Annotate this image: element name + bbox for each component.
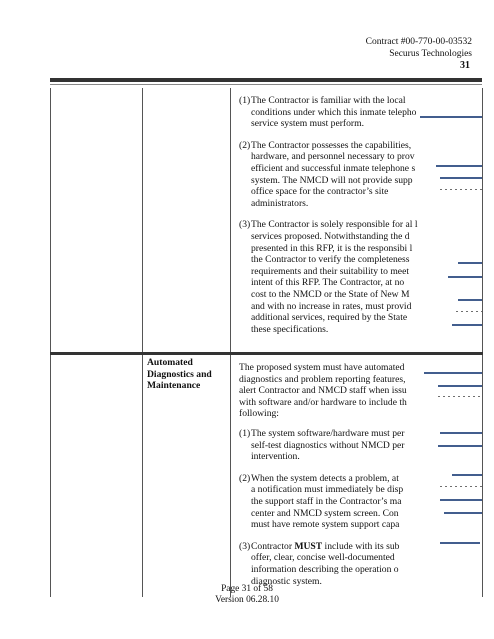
text-line: following: [239, 408, 279, 420]
text-line: cost to the NMCD or the State of New M [251, 288, 410, 300]
item-number: (2) [239, 139, 251, 151]
text-line: intent of this RFP. The Contractor, at no [251, 277, 405, 289]
item-text [239, 473, 476, 531]
contract-number: Contract #00-770-00-03532 [365, 37, 472, 47]
scan-mark [420, 116, 482, 118]
scan-mark [440, 189, 482, 190]
page-footer [0, 584, 494, 606]
text-line: center and NMCD system screen. Con [251, 507, 399, 519]
text-line: The Contractor possesses the capabilities, [251, 139, 412, 151]
text-line: The Contractor is solely responsible for al l [251, 219, 418, 231]
scan-mark [424, 372, 482, 374]
text-line: conditions under which this inmate telepho [251, 106, 417, 118]
text-line: alert Contractor and NMCD staff when issu [239, 385, 407, 397]
text-line: offer, clear, concise well-documented [251, 552, 395, 564]
text-line: the support staff in the Contractor’s ma [251, 495, 402, 507]
text-line: services proposed. Notwithstanding the d [251, 230, 410, 242]
item-text [239, 95, 476, 130]
text-line: additional services, required by the State [251, 312, 408, 324]
item-number: (3) [239, 540, 251, 552]
header-rule-thin [50, 84, 482, 85]
text-line: The Contractor is familiar with the local [251, 95, 406, 106]
requirements-cell [231, 88, 483, 354]
item-number: (3) [239, 219, 251, 231]
list-item [239, 95, 476, 130]
text-line: requirements and their suitability to meet [251, 265, 409, 277]
text-line: administrators. [251, 197, 309, 209]
page-header [366, 36, 472, 72]
text-line: presented in this RFP, it is the responsibi l [251, 242, 413, 254]
section-label [143, 355, 230, 392]
header-rule [50, 78, 482, 82]
table-row [51, 354, 483, 598]
list-item [239, 541, 476, 587]
list-item [239, 473, 476, 531]
text-line: information describing the operation o [251, 563, 399, 575]
empty-cell [51, 88, 143, 354]
item-text [239, 140, 476, 210]
label-line: Automated [147, 357, 193, 368]
scan-mark [440, 542, 480, 544]
text-line: hardware, and personnel necessary to prov [251, 151, 415, 163]
text-line: diagnostics and problem reporting features, [239, 373, 406, 385]
scan-mark [438, 396, 482, 397]
label-line: Diagnostics and [147, 368, 212, 380]
list-item [239, 219, 476, 335]
text-line: system. The NMCD will not provide supp [251, 174, 413, 186]
scan-mark [458, 299, 482, 301]
item-text [239, 219, 476, 335]
scan-mark [438, 385, 482, 387]
table-row [51, 88, 483, 354]
item-number: (2) [239, 472, 251, 484]
text-line: self-test diagnostics without NMCD per [251, 439, 405, 451]
label-line: Maintenance [147, 380, 201, 392]
footer-page: Page 31 of 58 [221, 584, 273, 594]
text-line: intervention. [251, 451, 300, 463]
text-line: with software and/or hardware to include th [239, 396, 407, 408]
scan-mark [456, 311, 482, 312]
text-line: must have remote system support capa [251, 519, 400, 531]
text-line: When the system detects a problem, at [251, 472, 399, 484]
text-line: efficient and successful inmate telephone s [251, 162, 416, 174]
empty-label-cell [143, 88, 231, 354]
text-line: Contractor MUST include with its sub [251, 540, 400, 552]
text-line: diagnostic system. [251, 575, 322, 587]
footer-version: Version 06.28.10 [215, 595, 279, 605]
scan-mark [440, 499, 482, 501]
scan-mark [438, 445, 482, 447]
list-item [239, 140, 476, 210]
scan-mark [440, 432, 482, 434]
intro-paragraph [239, 362, 476, 420]
scan-mark [436, 165, 482, 167]
text-line: office space for the contractor’s site [251, 186, 389, 198]
company-name: Securus Technologies [389, 49, 472, 59]
text-line: service system must perform. [251, 118, 364, 130]
scan-mark [440, 177, 482, 179]
item-number: (1) [239, 427, 251, 439]
scan-mark [440, 486, 482, 487]
item-text [239, 541, 476, 587]
text-line: The proposed system must have automated [239, 362, 405, 373]
text-line: The system software/hardware must per [251, 427, 405, 439]
requirements-cell [231, 354, 483, 598]
header-page-number: 31 [460, 60, 470, 71]
text-line: these specifications. [251, 323, 329, 335]
scan-mark [458, 262, 482, 264]
text-line: a notification must immediately be disp [251, 484, 404, 496]
emphasis-must: MUST [294, 540, 323, 552]
scan-mark [448, 276, 482, 278]
text-line: the Contractor to verify the completeness [251, 254, 410, 266]
requirements-table [50, 88, 483, 597]
item-number: (1) [239, 95, 251, 106]
scan-mark [444, 512, 482, 514]
section-label-cell [143, 354, 231, 598]
text-line: and with no increase in rates, must provid [251, 300, 412, 312]
scan-mark [452, 474, 482, 476]
empty-cell [51, 354, 143, 598]
scan-mark [452, 324, 482, 326]
